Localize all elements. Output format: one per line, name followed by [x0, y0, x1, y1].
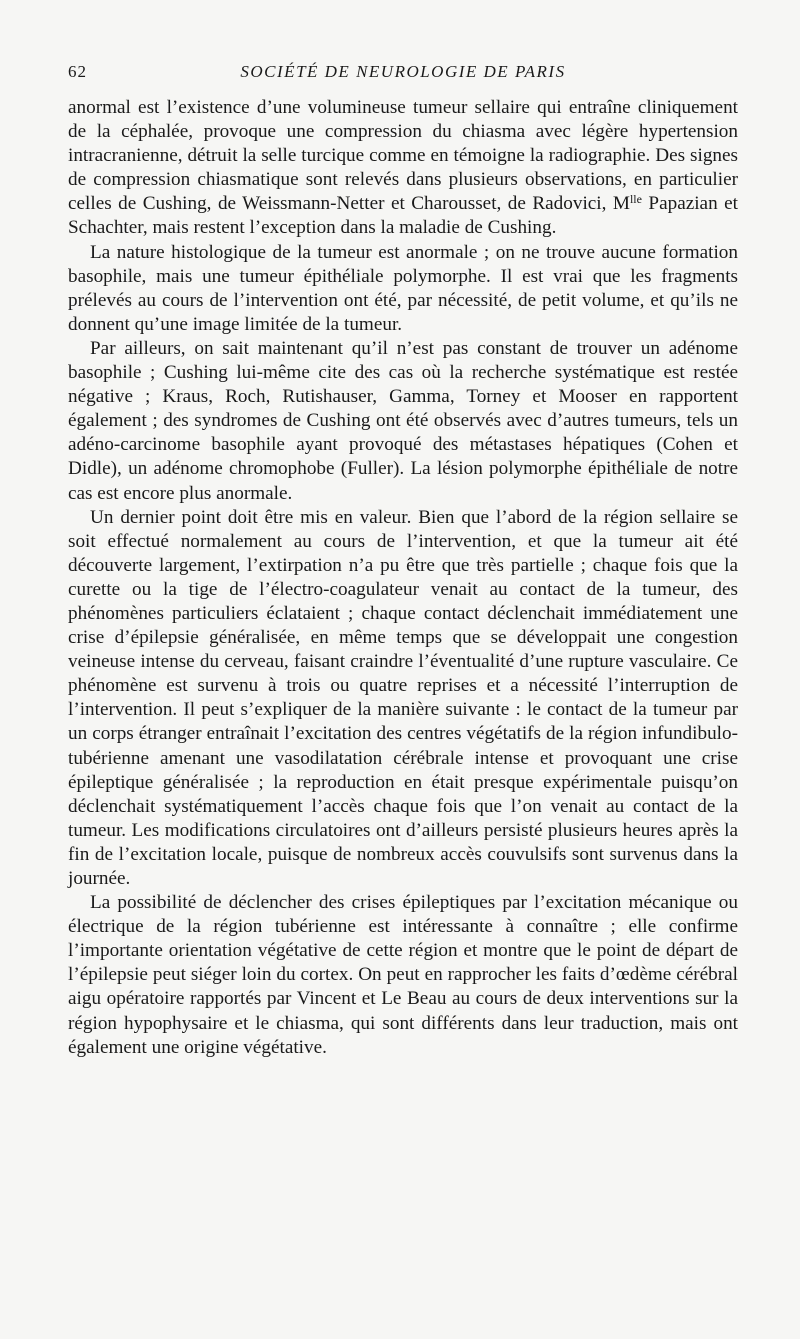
- journal-title: SOCIÉTÉ DE NEUROLOGIE DE PARIS: [240, 62, 566, 81]
- paragraph-3: Par ailleurs, on sait maintenant qu’il n’est pas constant de trouver un adénome basophile ; Cushing lui-même cite des cas où la recherche systématique est restée négative ; Kraus, Roch, Rutishauser, Gamma, Torney et Mooser en rapportent également ; des syndromes de Cushing ont été observés avec d’autres tumeurs, tels un adéno-carcinome basophile ayant provoqué des métastases hépatiques (Cohen et Didle), un adénome chromophobe (Fuller). La lésion polymorphe épithéliale de notre cas est encore plus anormale.: [68, 337, 738, 504]
- paragraph-4: Un dernier point doit être mis en valeur. Bien que l’abord de la région sellaire se soit effectué normalement au cours de l’intervention, et que la tumeur ait été découverte largement, l’extirpation n’a pu être que très partielle ; chaque fois que la curette ou la tige de l’électro-coagulateur venait au contact de la tumeur, des phénomènes particuliers éclataient ; chaque contact déclenchait immédiatement une crise d’épilepsie généralisée, en même temps que se développait une congestion veineuse intense du cerveau, faisant craindre l’éventualité d’une rupture vasculaire. Ce phénomène est survenu à trois ou quatre reprises et a nécessité l’interruption de l’intervention. Il peut s’expliquer de la manière suivante : le contact de la tumeur par un corps étranger entraînait l’excitation des centres végétatifs de la région infundibulo-tubérienne amenant une vasodilatation cérébrale intense et provoquant une crise épileptique généralisée ; la reproduction en était presque expérimentale puisqu’on déclenchait systématiquement l’accès chaque fois que l’on venait au contact de la tumeur. Les modifications circulatoires ont d’ailleurs persisté plusieurs heures après la fin de l’excitation locale, puisque de nombreux accès couvulsifs sont survenus dans la journée.: [68, 506, 738, 889]
- paragraph-1-text: anormal est l’existence d’une volumineuse tumeur sellaire qui entraîne cliniquement de la céphalée, provoque une compression du chiasma avec légère hypertension intracranienne, détruit la selle turcique comme en témoigne la radiographie. Des signes de compression chiasmatique sont relevés dans plusieurs observations, en particulier celles de Cushing, de Weissmann-Netter et Charousset, de Radovici, M: [68, 97, 738, 215]
- paragraph-1: [68, 96, 738, 241]
- paragraph-5: La possibilité de déclencher des crises épileptiques par l’excitation mécanique ou électrique de la région tubérienne est intéressante à connaître ; elle confirme l’importante orientation végétative de cette région et montre que le point de départ de l’épilepsie peut siéger loin du cortex. On peut en rapprocher les faits d’œdème cérébral aigu opératoire rapportés par Vincent et Le Beau au cours de deux interventions sur la région hypophysaire et le chiasma, qui sont différents dans leur traduction, mais ont également une origine végétative.: [68, 892, 738, 1058]
- paragraph-1-superscript: lle: [629, 192, 642, 207]
- page-number: 62: [68, 62, 87, 81]
- paragraph-2: La nature histologique de la tumeur est anormale ; on ne trouve aucune formation basophile, mais une tumeur épithéliale polymorphe. Il est vrai que les fragments prélevés au cours de l’intervention ont été, par nécessité, de petit volume, et qu’ils ne donnent qu’une image limitée de la tumeur.: [68, 241, 738, 335]
- running-head: [68, 62, 738, 86]
- body-text: [68, 96, 738, 1060]
- paragraph-1-text-end: Papazian et Schachter, mais restent l’exception dans la maladie de Cushing.: [68, 193, 738, 239]
